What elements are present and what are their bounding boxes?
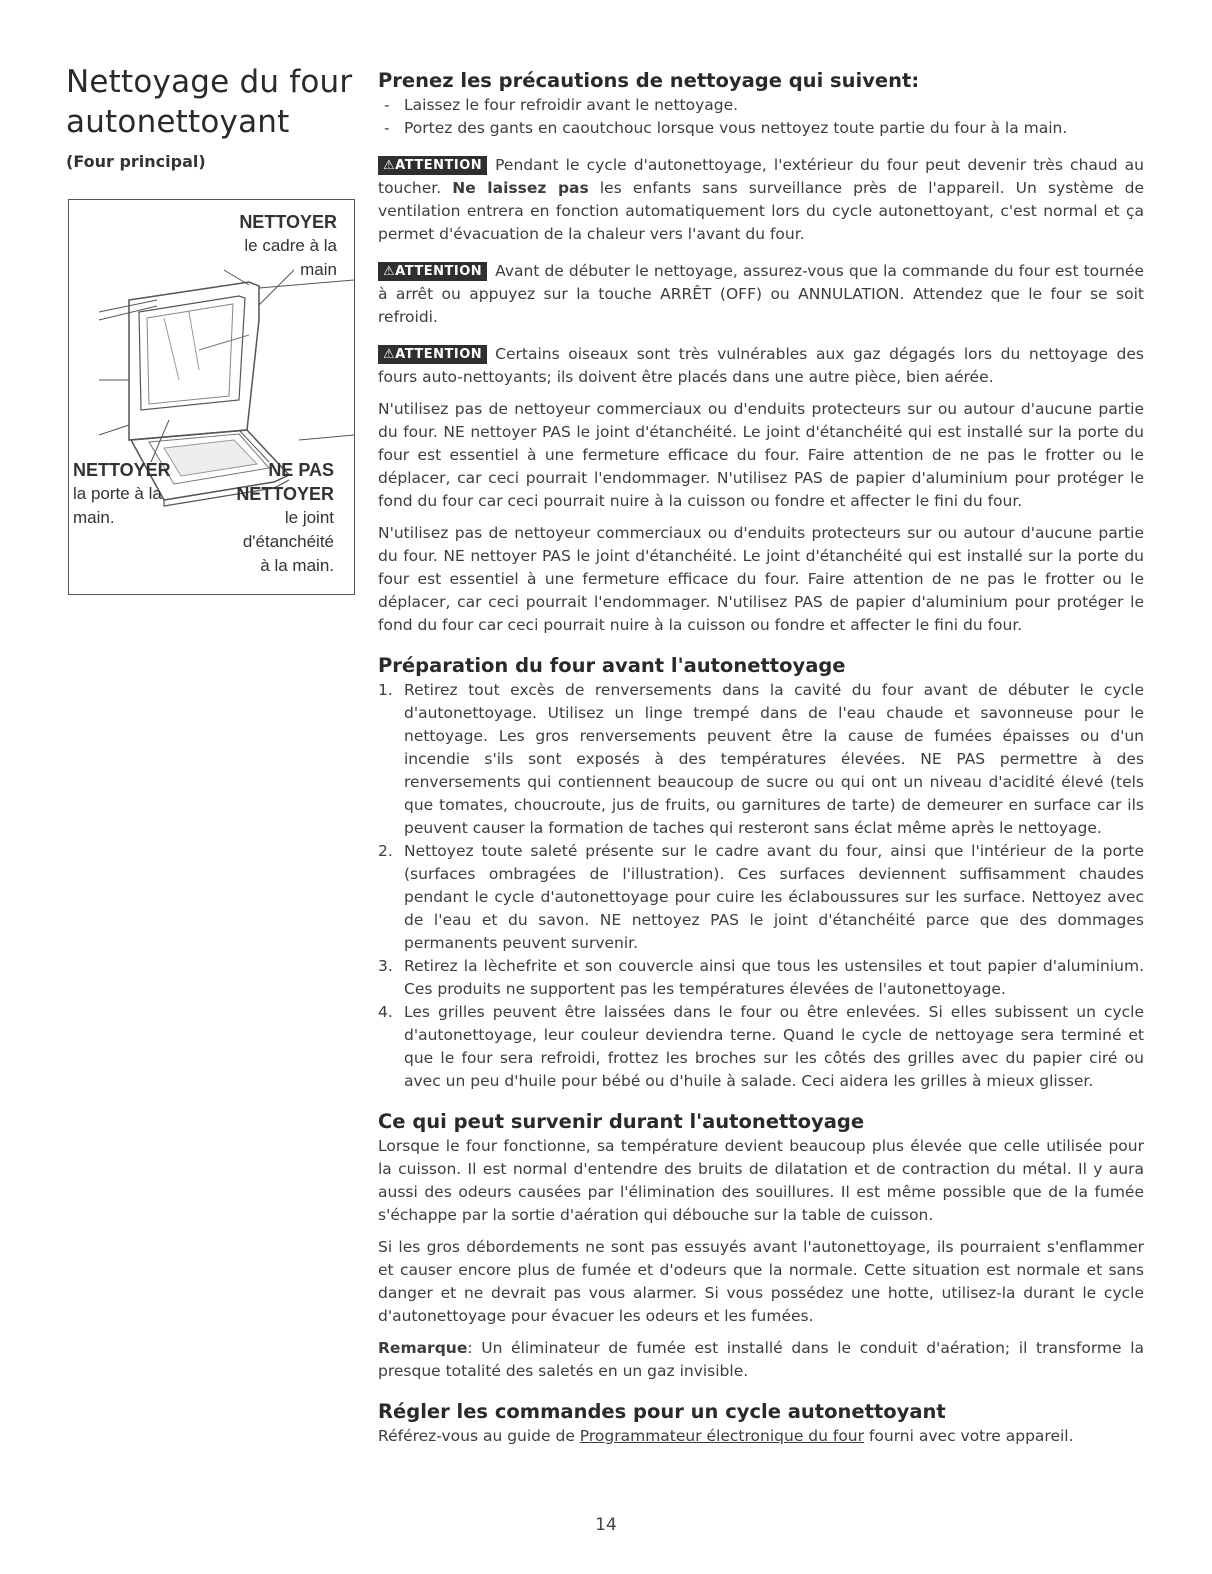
note-text: : Un éliminateur de fumée est installé dans le conduit d'aération; il transforme la presque totalité des saletés en un gaz invisible. bbox=[378, 1339, 1144, 1380]
subtitle: (Four principal) bbox=[66, 152, 206, 171]
note-label: Remarque bbox=[378, 1339, 468, 1357]
during-paragraph-2: Si les gros débordements ne sont pas essuyés avant l'autonettoyage, ils pourraient s'enflammer et causer encore plus de fumée et d'odeurs que la normale. Cette situation est normale et sans danger et ne devrait pas vous alarmer. Si vous possédez une hotte, utilisez-la durant le cycle d'autonettoyage pour évacuer les odeurs et les fumées. bbox=[378, 1238, 1144, 1325]
programmer-guide-link[interactable]: Programmateur électronique du four bbox=[579, 1427, 865, 1445]
warning-2 bbox=[378, 260, 1144, 329]
page-title bbox=[66, 62, 356, 142]
warning-1-bold: Ne laissez pas bbox=[452, 179, 589, 197]
label-seal-line5: à la main. bbox=[260, 556, 334, 575]
item-number: 2. bbox=[378, 842, 393, 860]
list-item: - Laissez le four refroidir avant le nettoyage. bbox=[378, 94, 1144, 117]
right-column bbox=[378, 68, 1144, 1448]
attention-badge: ⚠ATTENTION bbox=[378, 262, 487, 281]
attention-badge: ⚠ATTENTION bbox=[378, 345, 487, 364]
preparation-list bbox=[378, 679, 1144, 1093]
item-text: Nettoyez toute saleté présente sur le cadre avant du four, ainsi que l'intérieur de la porte (surfaces ombragées de l'illustration). Ces surfaces deviennent suffisamment chaudes pendant le cycle d'autonettoyage pour cuire les éclaboussures sur les surface. Nettoyez avec de l'eau et du savon. NE nettoyez PAS le joint d'étanchéité parce que des dommages permanents peuvent survenir. bbox=[404, 842, 1144, 952]
warning-3 bbox=[378, 343, 1144, 389]
warning-3-text: Certains oiseaux sont très vulnérables aux gaz dégagés lors du nettoyage des fours auto-nettoyants; ils doivent être placés dans une autre pièce, bien aérée. bbox=[378, 345, 1144, 386]
title-line-1: Nettoyage du four bbox=[66, 64, 353, 100]
label-clean-door bbox=[73, 458, 193, 530]
oven-illustration-box bbox=[68, 199, 355, 595]
label-clean-door-line2: la porte à la bbox=[73, 484, 162, 503]
label-clean-frame-title: NETTOYER bbox=[239, 212, 337, 232]
item-text: Les grilles peuvent être laissées dans le four ou être enlevées. Si elles subissent un cycle d'autonettoyage, leur couleur deviendra terne. Quand le cycle de nettoyage sera terminé et que le four sera refroidi, frottez les broches sur les côtés des grilles avec du papier ciré ou avec un peu d'huile pour bébé ou d'huile à salade. Ceci aidera les grilles à mieux glisser. bbox=[404, 1003, 1144, 1090]
warning-1 bbox=[378, 154, 1144, 246]
label-seal-title-1: NE PAS bbox=[268, 460, 334, 480]
list-item: - Portez des gants en caoutchouc lorsque vous nettoyez toute partie du four à la main. bbox=[378, 117, 1144, 140]
title-line-2: autonettoyant bbox=[66, 104, 290, 140]
warning-2-text: Avant de débuter le nettoyage, assurez-vous que la commande du four est tournée à arrêt ou appuyez sur la touche ARRÊT (OFF) ou ANNULATION. Attendez que le four se soit refroidi. bbox=[378, 262, 1144, 326]
warning-1-text-b: les enfants sans surveillance près de l'appareil. Un système de ventilation entrera en fonction automatiquement lors du cycle autonettoyant, c'est normal et ça permet d'évacuation de la chaleur vers l'avant du four. bbox=[378, 179, 1144, 243]
paragraph-sealant-1: N'utilisez pas de nettoyeur commerciaux ou d'enduits protecteurs sur ou autour d'aucune partie du four. NE nettoyer PAS le joint d'étanchéité. Le joint d'étanchéité qui est installé sur la porte du four est essentiel à une fermeture efficace du four. Faire attention de ne pas le frotter ou le déplacer, car ceci pourrait l'endommager. N'utilisez PAS de papier d'aluminium pour protéger le fond du four car ceci pourrait nuire à la cuisson ou fondre et affecter le fini du four. bbox=[378, 400, 1144, 510]
during-heading: Ce qui peut survenir durant l'autonettoyage bbox=[378, 1110, 865, 1133]
attention-badge: ⚠ATTENTION bbox=[378, 156, 487, 175]
note-paragraph bbox=[378, 1337, 1144, 1383]
precautions-heading: Prenez les précautions de nettoyage qui suivent: bbox=[378, 69, 920, 92]
list-item bbox=[378, 955, 1144, 1001]
list-item bbox=[378, 840, 1144, 955]
label-clean-frame-line3: main bbox=[300, 260, 337, 279]
page-number: 14 bbox=[595, 1515, 617, 1535]
item-text: Retirez tout excès de renversements dans la cavité du four avant de débuter le cycle d'autonettoyage. Utilisez un linge trempé dans de l'eau chaude et savonneuse pour le nettoyage. Les gros renversements peuvent être la cause de fumées épaisses ou d'un incendie s'ils sont exposés à des températures élevées. NE PAS permettre à des renversements qui contiennent beaucoup de sucre ou qui ont un niveau d'acidité élevé (tels que tomates, choucroute, jus de fruits, ou garnitures de tarte) de demeurer en surface car ils peuvent causer la formation de taches qui resteront sans éclat même après le nettoyage. bbox=[404, 681, 1144, 837]
label-seal-title-2: NETTOYER bbox=[236, 484, 334, 504]
attention-label: ATTENTION bbox=[395, 264, 483, 279]
paragraph-sealant-2: N'utilisez pas de nettoyeur commerciaux ou d'enduits protecteurs sur ou autour d'aucune partie du four. NE nettoyer PAS le joint d'étanchéité. Le joint d'étanchéité qui est installé sur la porte du four est essentiel à une fermeture efficace du four. Faire attention de ne pas le frotter ou le déplacer, car ceci pourrait l'endommager. N'utilisez PAS de papier d'aluminium pour protéger le fond du four car ceci pourrait nuire à la cuisson ou fondre et affecter le fini du four. bbox=[378, 524, 1144, 634]
item-number: 3. bbox=[378, 957, 393, 975]
label-do-not-clean-seal bbox=[209, 458, 334, 578]
label-seal-line4: d'étanchéité bbox=[242, 532, 334, 551]
attention-label: ATTENTION bbox=[395, 158, 483, 173]
label-clean-door-line3: main. bbox=[73, 508, 115, 527]
controls-paragraph bbox=[378, 1425, 1144, 1448]
label-clean-frame-line2: le cadre à la bbox=[244, 236, 337, 255]
controls-text-a: Référez-vous au guide de bbox=[378, 1427, 580, 1445]
item-text: Retirez la lèchefrite et son couvercle ainsi que tous les ustensiles et tout papier d'aluminium. Ces produits ne supportent pas les températures élevées de l'autonettoyage. bbox=[404, 957, 1144, 998]
item-number: 4. bbox=[378, 1003, 393, 1021]
attention-label: ATTENTION bbox=[395, 347, 483, 362]
during-paragraph-1: Lorsque le four fonctionne, sa température devient beaucoup plus élevée que celle utilisée pour la cuisson. Il est normal d'entendre des bruits de dilatation et de contraction du métal. Il y aura aussi des odeurs causées par l'élimination des souillures. Il est même possible que de la fumée s'échappe par la sortie d'aération qui débouche sur la table de cuisson. bbox=[378, 1137, 1144, 1224]
label-clean-door-title: NETTOYER bbox=[73, 460, 171, 480]
preparation-heading: Préparation du four avant l'autonettoyage bbox=[378, 654, 846, 677]
list-item bbox=[378, 679, 1144, 840]
precautions-list bbox=[378, 94, 1144, 140]
list-item bbox=[378, 1001, 1144, 1093]
controls-heading: Régler les commandes pour un cycle autonettoyant bbox=[378, 1400, 946, 1423]
item-number: 1. bbox=[378, 681, 393, 699]
left-column bbox=[66, 62, 356, 171]
warning-1-text-a: Pendant le cycle d'autonettoyage, l'extérieur du four peut devenir très chaud au toucher. bbox=[378, 156, 1144, 197]
label-seal-line3: le joint bbox=[284, 508, 334, 527]
controls-text-b: fourni avec votre appareil. bbox=[864, 1427, 1074, 1445]
